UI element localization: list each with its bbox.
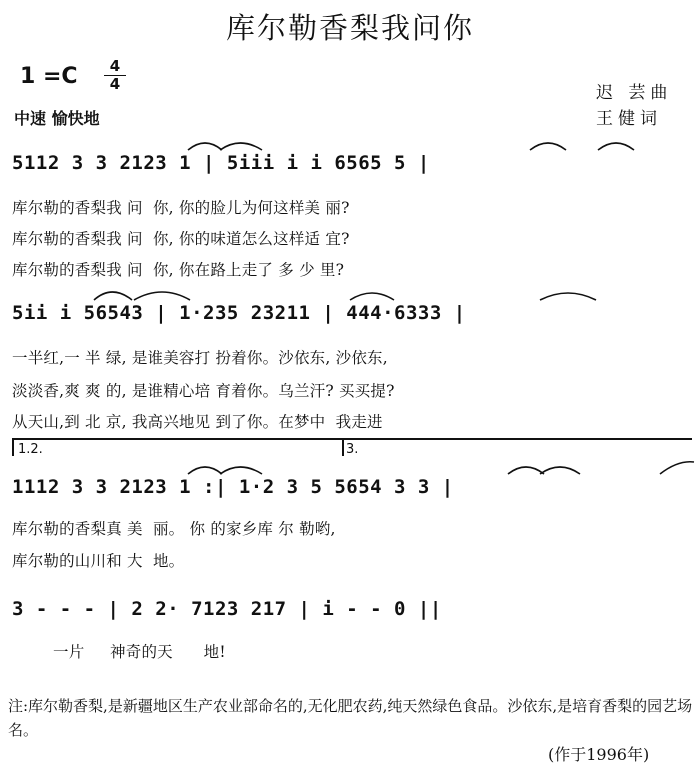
key-signature: 1 =C: [20, 64, 78, 89]
lyric-line-3-verse-2: 库尔勒的山川和 大 地。: [12, 552, 185, 570]
notation-line-1: 5112 3 3 2123 1 | 5iii i i 6565 5 |: [12, 152, 430, 174]
slur: [134, 292, 190, 300]
song-title: 库尔勒香梨我问你: [225, 11, 474, 45]
notation-line-2: 5ii i 56543 | 1·235 23211 | 444·6333 |: [12, 302, 466, 324]
slur: [508, 467, 544, 474]
notation-line-3: 1112 3 3 2123 1 :| 1·2 3 5 5654 3 3 |: [12, 476, 454, 498]
lyric-line-2-verse-3: 从天山,到 北 京, 我高兴地见 到了你。在梦中 我走进: [12, 413, 383, 431]
slur: [188, 143, 222, 150]
lyric-line-2-verse-1: 一半红,一 半 绿, 是谁美容打 扮着你。沙依东, 沙依东,: [12, 349, 388, 367]
slur: [220, 467, 262, 474]
composition-date: (作于1996年): [548, 745, 650, 764]
lyric-line-1-verse-1: 库尔勒的香梨我 问 你, 你的脸儿为何这样美 丽?: [12, 199, 350, 217]
slur: [220, 143, 262, 150]
slur: [188, 467, 222, 474]
lyric-line-3-verse-1: 库尔勒的香梨真 美 丽。 你 的家乡库 尔 勒哟,: [12, 520, 336, 538]
lyric-line-2-verse-2: 淡淡香,爽 爽 的, 是谁精心培 育着你。乌兰汗? 买买提?: [12, 382, 395, 400]
time-signature-numerator: 4: [109, 57, 121, 75]
volta-3: 3.: [346, 442, 359, 457]
slur: [660, 462, 694, 474]
slur: [350, 293, 394, 300]
notation-line-4: 3 - - - | 2 2· 7123 217 | i - - 0 ||: [12, 598, 442, 620]
time-signature-denominator: 4: [109, 75, 121, 93]
tempo-marking: 中速 愉快地: [14, 109, 100, 128]
slur: [94, 292, 132, 300]
volta-1-2: 1.2.: [18, 442, 43, 457]
footnote: 注:库尔勒香梨,是新疆地区生产农业部命名的,无化肥农药,纯天然绿色食品。沙依东,是培育香梨的园艺场名。: [8, 697, 693, 739]
slur: [530, 143, 566, 150]
lyric-line-1-verse-2: 库尔勒的香梨我 问 你, 你的味道怎么这样适 宜?: [12, 230, 350, 248]
lyric-line-1-verse-3: 库尔勒的香梨我 问 你, 你在路上走了 多 少 里?: [12, 261, 345, 279]
slur: [540, 467, 580, 474]
lyricist-credit: 王健词: [596, 109, 662, 129]
lyric-line-4: 一片 神奇的天 地!: [12, 643, 226, 661]
composer-credit: 迟 芸曲: [596, 83, 673, 103]
slur: [540, 293, 596, 300]
slur: [598, 143, 634, 150]
